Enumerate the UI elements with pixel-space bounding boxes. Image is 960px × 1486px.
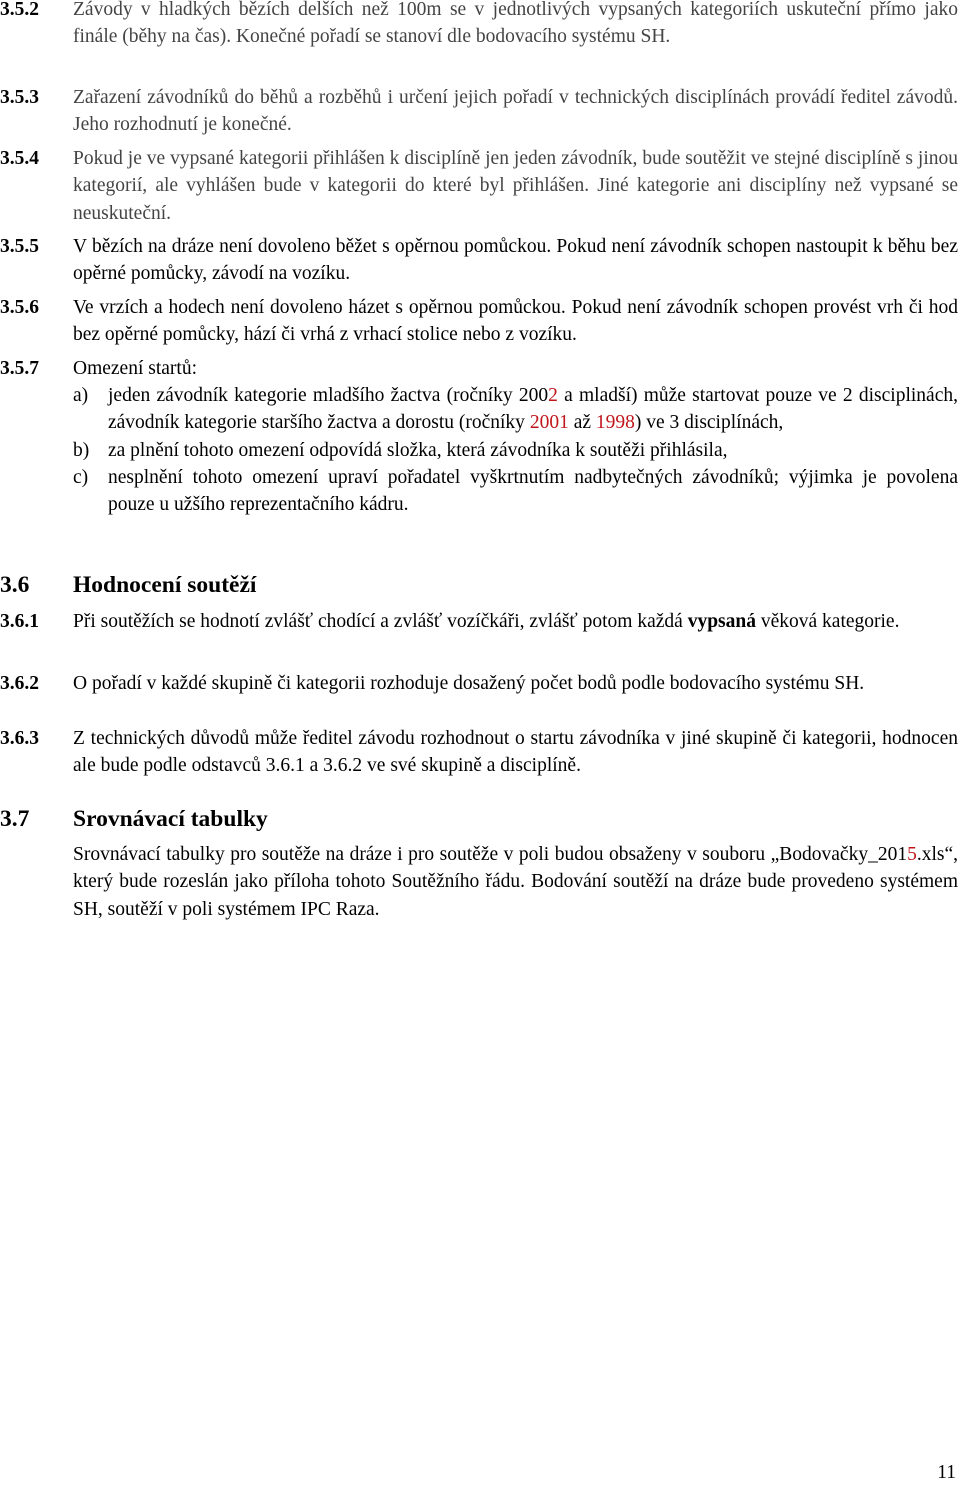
start-limits-list xyxy=(73,382,958,518)
section-text: Pokud je ve vypsané kategorii přihlášen k disciplíně jen jeden závodník, bude soutěžit ve stejné disciplíně s jinou kategorií, ale vyhlášen bude v kategorii do které byl přihlášen. Jiné kategorie ani disciplíny než vypsané se neuskuteční. xyxy=(73,148,958,224)
section-text: Závody v hladkých bězích delších než 100m se v jednotlivých vypsaných kategoriích uskuteční přímo jako finále (běhy na čas). Konečné pořadí se stanoví dle bodovacího systému SH. xyxy=(73,0,958,48)
section-text: Srovnávací tabulky pro soutěže na dráze i pro soutěže v poli budou obsaženy v souboru „Bodovačky_2015.xls“, který bude rozeslán jako příloha tohoto Soutěžního řádu. Bodování soutěží na dráze bude provedeno systémem SH, soutěží v poli systémem IPC Raza. xyxy=(73,844,958,920)
section-text: Ve vrzích a hodech není dovoleno házet s opěrnou pomůckou. Pokud není závodník schopen provést vrh či hod bez opěrné pomůcky, hází či vrhá z vrhací stolice nebo z vozíku. xyxy=(73,297,958,346)
list-label: a) xyxy=(73,385,89,406)
list-text: jeden závodník kategorie mladšího žactva (ročníky 2002 a mladší) může startovat pouze ve 2 disciplinách, závodník kategorie staršího žactva a dorostu (ročníky 2001 až 1998) ve 3 disciplínách, xyxy=(108,385,958,434)
section-text: Zařazení závodníků do běhů a rozběhů i určení jejich pořadí v technických disciplínách provádí ředitel závodů. Jeho rozhodnutí je konečné. xyxy=(73,87,958,136)
section-number: 3.5.6 xyxy=(0,297,39,318)
section-text: O pořadí v každé skupině či kategorii rozhoduje dosažený počet bodů podle bodovacího systému SH. xyxy=(73,673,865,694)
section-number: 3.6.2 xyxy=(0,673,39,694)
section-number: 3.5.2 xyxy=(0,0,39,20)
paragraph-3-6-1 xyxy=(0,608,958,635)
section-number: 3.5.4 xyxy=(0,148,39,169)
list-label: c) xyxy=(73,466,89,488)
heading-number: 3.7 xyxy=(0,806,30,832)
heading-number: 3.6 xyxy=(0,572,30,598)
paragraph-3-5-2 xyxy=(0,0,958,51)
heading-title: Srovnávací tabulky xyxy=(73,806,268,832)
heading-title: Hodnocení soutěží xyxy=(73,572,257,598)
paragraph-3-5-7 xyxy=(0,355,958,382)
list-item-c xyxy=(73,464,958,519)
bold-emphasis: vypsaná xyxy=(687,611,756,632)
paragraph-3-7 xyxy=(0,841,958,923)
year-highlight: 2001 xyxy=(529,412,569,434)
section-text: Omezení startů: xyxy=(73,358,197,379)
section-text: Při soutěžích se hodnotí zvlášť chodící a zvlášť vozíčkáři, zvlášť potom každá vypsaná věková kategorie. xyxy=(73,611,900,632)
section-text: V bězích na dráze není dovoleno běžet s opěrnou pomůckou. Pokud není závodník schopen nastoupit k běhu bez opěrné pomůcky, závodí na vozíku. xyxy=(73,236,958,285)
list-text: za plnění tohoto omezení odpovídá složka, která závodníka k soutěži přihlásila, xyxy=(108,439,728,461)
section-number: 3.5.5 xyxy=(0,236,39,257)
paragraph-3-6-2 xyxy=(0,670,958,697)
page-number: 11 xyxy=(937,1462,956,1483)
section-text: Z technických důvodů může ředitel závodu rozhodnout o startu závodníka v jiné skupině či kategorii, hodnocen ale bude podle odstavců 3.6.1 a 3.6.2 ve své skupině a disciplíně. xyxy=(73,728,958,777)
list-item-b xyxy=(73,437,958,464)
year-highlight: 5 xyxy=(907,844,917,865)
list-item-a xyxy=(73,382,958,437)
year-highlight: 1998 xyxy=(595,412,635,434)
paragraph-3-5-5 xyxy=(0,233,958,288)
section-number: 3.5.3 xyxy=(0,87,39,108)
list-label: b) xyxy=(73,439,90,461)
year-highlight: 2 xyxy=(548,385,558,406)
section-number: 3.6.1 xyxy=(0,611,39,632)
paragraph-3-5-6 xyxy=(0,294,958,349)
paragraph-3-5-3 xyxy=(0,84,958,139)
section-number: 3.6.3 xyxy=(0,728,39,749)
paragraph-3-5-4 xyxy=(0,145,958,227)
paragraph-3-6-3 xyxy=(0,725,958,780)
section-number: 3.5.7 xyxy=(0,358,39,379)
list-text: nesplnění tohoto omezení upraví pořadatel vyškrtnutím nadbytečných závodníků; výjimka je povolena pouze u užšího reprezentačního kádru. xyxy=(108,466,958,516)
